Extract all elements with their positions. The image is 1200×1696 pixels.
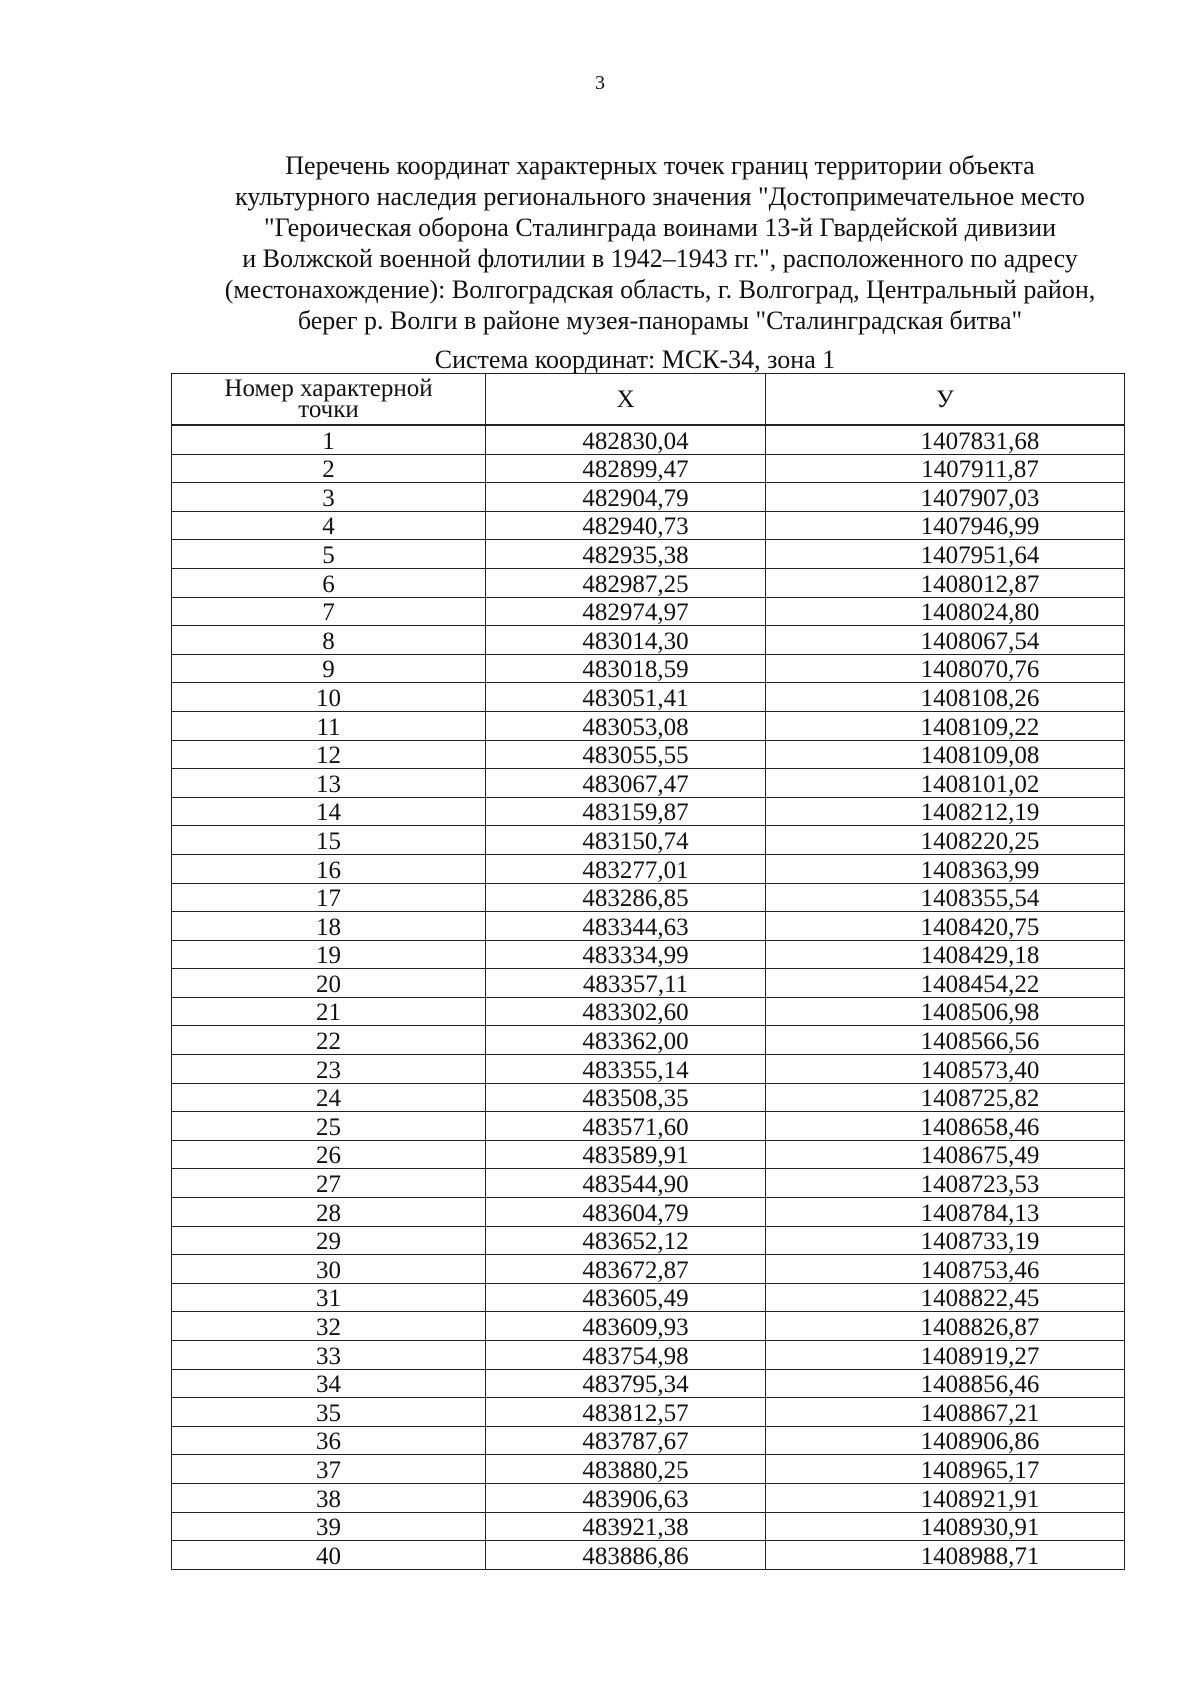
cell-x: 483053,08 xyxy=(486,711,766,740)
table-row xyxy=(172,826,1125,855)
cell-point-number: 30 xyxy=(172,1255,486,1284)
table-row xyxy=(172,1398,1125,1427)
cell-y: 1408988,71 xyxy=(766,1541,1125,1570)
cell-y: 1408220,25 xyxy=(766,826,1125,855)
cell-point-number: 38 xyxy=(172,1483,486,1512)
cell-y: 1408012,87 xyxy=(766,568,1125,597)
table-row xyxy=(172,540,1125,569)
cell-x: 482904,79 xyxy=(486,483,766,512)
cell-point-number: 16 xyxy=(172,854,486,883)
cell-x: 483159,87 xyxy=(486,797,766,826)
header-y: У xyxy=(766,374,1125,426)
cell-point-number: 22 xyxy=(172,1026,486,1055)
cell-x: 483571,60 xyxy=(486,1112,766,1141)
table-row xyxy=(172,1198,1125,1227)
coordinates-table xyxy=(171,373,1125,1570)
cell-x: 483609,93 xyxy=(486,1312,766,1341)
cell-x: 483605,49 xyxy=(486,1283,766,1312)
cell-point-number: 27 xyxy=(172,1169,486,1198)
cell-point-number: 17 xyxy=(172,883,486,912)
table-row xyxy=(172,483,1125,512)
table-row xyxy=(172,1055,1125,1084)
cell-y: 1407951,64 xyxy=(766,540,1125,569)
cell-y: 1408420,75 xyxy=(766,912,1125,941)
cell-point-number: 39 xyxy=(172,1512,486,1541)
table-row xyxy=(172,1083,1125,1112)
cell-x: 482940,73 xyxy=(486,511,766,540)
table-row xyxy=(172,425,1125,454)
document-title xyxy=(160,150,1160,336)
cell-point-number: 7 xyxy=(172,597,486,626)
table-row xyxy=(172,1140,1125,1169)
cell-y: 1408826,87 xyxy=(766,1312,1125,1341)
cell-y: 1408363,99 xyxy=(766,854,1125,883)
table-row xyxy=(172,769,1125,798)
cell-point-number: 10 xyxy=(172,683,486,712)
cell-point-number: 11 xyxy=(172,711,486,740)
cell-x: 483754,98 xyxy=(486,1341,766,1370)
cell-point-number: 28 xyxy=(172,1198,486,1227)
table-row xyxy=(172,711,1125,740)
cell-point-number: 6 xyxy=(172,568,486,597)
cell-point-number: 15 xyxy=(172,826,486,855)
cell-point-number: 40 xyxy=(172,1541,486,1570)
header-point-line2: точки xyxy=(298,396,359,423)
table-row xyxy=(172,1369,1125,1398)
header-point-number xyxy=(172,374,486,426)
cell-y: 1407946,99 xyxy=(766,511,1125,540)
cell-point-number: 18 xyxy=(172,912,486,941)
table-row xyxy=(172,1426,1125,1455)
cell-y: 1408784,13 xyxy=(766,1198,1125,1227)
cell-y: 1408965,17 xyxy=(766,1455,1125,1484)
table-header-row xyxy=(172,374,1125,426)
cell-point-number: 32 xyxy=(172,1312,486,1341)
title-line: и Волжской военной флотилии в 1942–1943 гг.", расположенного по адресу xyxy=(242,244,1078,273)
cell-x: 483604,79 xyxy=(486,1198,766,1227)
table-row xyxy=(172,1483,1125,1512)
cell-y: 1408856,46 xyxy=(766,1369,1125,1398)
table-row xyxy=(172,740,1125,769)
title-line: (местонахождение): Волгоградская область, г. Волгоград, Центральный район, xyxy=(224,275,1096,304)
cell-x: 482987,25 xyxy=(486,568,766,597)
header-x: X xyxy=(486,374,766,426)
cell-x: 483787,67 xyxy=(486,1426,766,1455)
table-row xyxy=(172,511,1125,540)
cell-x: 482830,04 xyxy=(486,425,766,454)
cell-y: 1408566,56 xyxy=(766,1026,1125,1055)
table-row xyxy=(172,1512,1125,1541)
title-line: "Героическая оборона Сталинграда воинами 13-й Гвардейской дивизии xyxy=(263,213,1057,242)
cell-point-number: 34 xyxy=(172,1369,486,1398)
table-row xyxy=(172,1226,1125,1255)
cell-point-number: 14 xyxy=(172,797,486,826)
table-row xyxy=(172,1026,1125,1055)
cell-y: 1408919,27 xyxy=(766,1341,1125,1370)
cell-y: 1408212,19 xyxy=(766,797,1125,826)
cell-point-number: 29 xyxy=(172,1226,486,1255)
cell-y: 1407907,03 xyxy=(766,483,1125,512)
cell-point-number: 20 xyxy=(172,969,486,998)
cell-point-number: 5 xyxy=(172,540,486,569)
cell-point-number: 33 xyxy=(172,1341,486,1370)
cell-point-number: 1 xyxy=(172,425,486,454)
cell-y: 1408723,53 xyxy=(766,1169,1125,1198)
cell-x: 482935,38 xyxy=(486,540,766,569)
cell-x: 483357,11 xyxy=(486,969,766,998)
cell-x: 483055,55 xyxy=(486,740,766,769)
cell-y: 1407911,87 xyxy=(766,454,1125,483)
cell-y: 1408733,19 xyxy=(766,1226,1125,1255)
cell-point-number: 8 xyxy=(172,626,486,655)
table-row xyxy=(172,997,1125,1026)
cell-y: 1408675,49 xyxy=(766,1140,1125,1169)
cell-x: 483150,74 xyxy=(486,826,766,855)
title-line: Перечень координат характерных точек границ территории объекта xyxy=(285,151,1035,180)
cell-y: 1408930,91 xyxy=(766,1512,1125,1541)
cell-x: 483286,85 xyxy=(486,883,766,912)
title-line: культурного наследия регионального значения "Достопримечательное место xyxy=(235,182,1085,211)
cell-x: 483334,99 xyxy=(486,940,766,969)
cell-point-number: 19 xyxy=(172,940,486,969)
cell-y: 1408867,21 xyxy=(766,1398,1125,1427)
table-row xyxy=(172,1455,1125,1484)
cell-point-number: 35 xyxy=(172,1398,486,1427)
cell-y: 1408725,82 xyxy=(766,1083,1125,1112)
table-row xyxy=(172,969,1125,998)
cell-y: 1408024,80 xyxy=(766,597,1125,626)
cell-y: 1408921,91 xyxy=(766,1483,1125,1512)
cell-point-number: 4 xyxy=(172,511,486,540)
table-row xyxy=(172,940,1125,969)
title-line: берег р. Волги в районе музея-панорамы "Сталинградская битва" xyxy=(297,306,1023,335)
cell-x: 483652,12 xyxy=(486,1226,766,1255)
cell-x: 483014,30 xyxy=(486,626,766,655)
cell-x: 483906,63 xyxy=(486,1483,766,1512)
cell-point-number: 24 xyxy=(172,1083,486,1112)
table-row xyxy=(172,568,1125,597)
table-row xyxy=(172,683,1125,712)
cell-y: 1408070,76 xyxy=(766,654,1125,683)
cell-y: 1408355,54 xyxy=(766,883,1125,912)
cell-point-number: 13 xyxy=(172,769,486,798)
cell-x: 483795,34 xyxy=(486,1369,766,1398)
header-point-line1: Номер характерной xyxy=(224,375,433,402)
cell-x: 483880,25 xyxy=(486,1455,766,1484)
cell-y: 1408429,18 xyxy=(766,940,1125,969)
cell-point-number: 2 xyxy=(172,454,486,483)
cell-x: 483672,87 xyxy=(486,1255,766,1284)
table-row xyxy=(172,912,1125,941)
cell-x: 483812,57 xyxy=(486,1398,766,1427)
cell-x: 483362,00 xyxy=(486,1026,766,1055)
cell-y: 1408108,26 xyxy=(766,683,1125,712)
cell-x: 483886,86 xyxy=(486,1541,766,1570)
cell-point-number: 25 xyxy=(172,1112,486,1141)
cell-point-number: 31 xyxy=(172,1283,486,1312)
cell-y: 1408506,98 xyxy=(766,997,1125,1026)
cell-x: 482974,97 xyxy=(486,597,766,626)
cell-x: 483051,41 xyxy=(486,683,766,712)
table-row xyxy=(172,654,1125,683)
cell-y: 1408101,02 xyxy=(766,769,1125,798)
cell-x: 483344,63 xyxy=(486,912,766,941)
cell-x: 483355,14 xyxy=(486,1055,766,1084)
cell-x: 483921,38 xyxy=(486,1512,766,1541)
table-row xyxy=(172,1341,1125,1370)
cell-point-number: 26 xyxy=(172,1140,486,1169)
cell-y: 1408573,40 xyxy=(766,1055,1125,1084)
table-row xyxy=(172,1312,1125,1341)
cell-point-number: 36 xyxy=(172,1426,486,1455)
cell-x: 483302,60 xyxy=(486,997,766,1026)
cell-x: 483544,90 xyxy=(486,1169,766,1198)
cell-point-number: 3 xyxy=(172,483,486,512)
cell-y: 1408658,46 xyxy=(766,1112,1125,1141)
cell-y: 1408906,86 xyxy=(766,1426,1125,1455)
cell-x: 483018,59 xyxy=(486,654,766,683)
cell-y: 1408109,08 xyxy=(766,740,1125,769)
cell-y: 1408067,54 xyxy=(766,626,1125,655)
table-row xyxy=(172,854,1125,883)
table-row xyxy=(172,1283,1125,1312)
table-row xyxy=(172,1255,1125,1284)
cell-x: 483277,01 xyxy=(486,854,766,883)
table-row xyxy=(172,1112,1125,1141)
table-row xyxy=(172,883,1125,912)
cell-point-number: 37 xyxy=(172,1455,486,1484)
table-row xyxy=(172,1169,1125,1198)
table-row xyxy=(172,454,1125,483)
cell-x: 482899,47 xyxy=(486,454,766,483)
cell-y: 1408822,45 xyxy=(766,1283,1125,1312)
cell-y: 1408753,46 xyxy=(766,1255,1125,1284)
cell-x: 483589,91 xyxy=(486,1140,766,1169)
cell-y: 1408454,22 xyxy=(766,969,1125,998)
cell-point-number: 9 xyxy=(172,654,486,683)
cell-point-number: 21 xyxy=(172,997,486,1026)
table-row xyxy=(172,797,1125,826)
cell-x: 483067,47 xyxy=(486,769,766,798)
cell-x: 483508,35 xyxy=(486,1083,766,1112)
table-row xyxy=(172,597,1125,626)
cell-point-number: 23 xyxy=(172,1055,486,1084)
cell-y: 1408109,22 xyxy=(766,711,1125,740)
table-caption: Система координат: МСК-34, зона 1 xyxy=(434,345,836,374)
cell-point-number: 12 xyxy=(172,740,486,769)
page-number: 3 xyxy=(595,72,605,94)
table-row xyxy=(172,626,1125,655)
cell-y: 1407831,68 xyxy=(766,425,1125,454)
table-row xyxy=(172,1541,1125,1570)
